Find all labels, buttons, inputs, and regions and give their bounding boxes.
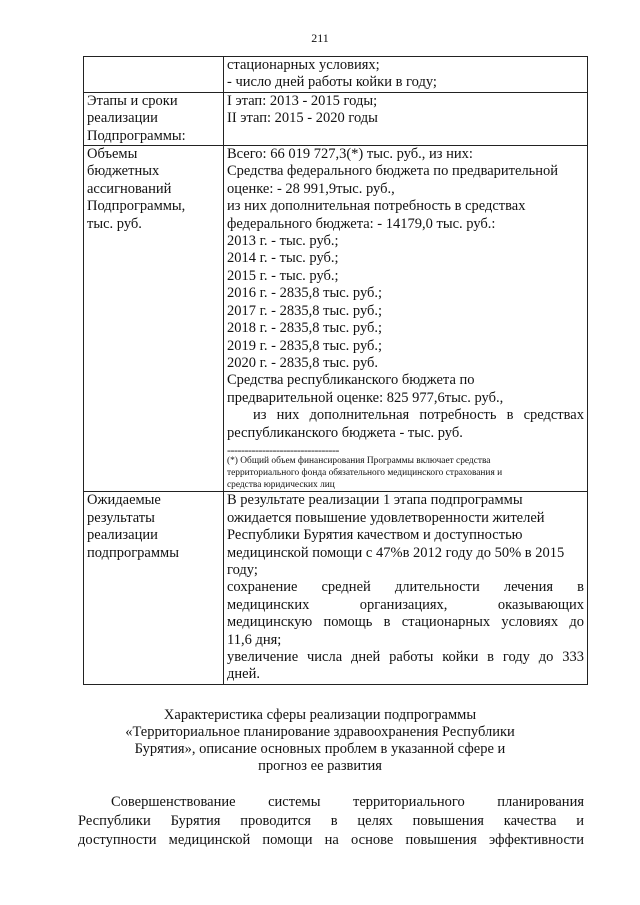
- content-line: 2016 г. - 2835,8 тыс. руб.;: [227, 285, 383, 302]
- table-row: [84, 492, 588, 684]
- content-line: ожидается повышение удовлетворенности жителей: [227, 509, 545, 526]
- heading-line: Характеристика сферы реализации подпрограммы: [163, 707, 477, 723]
- label-line: реализации: [87, 527, 158, 544]
- content-line: 2015 г. - тыс. руб.;: [227, 267, 339, 284]
- section-heading: [60, 707, 580, 775]
- heading-line: прогноз ее развития: [258, 758, 382, 774]
- footnote-separator: --------------------------------: [227, 442, 339, 457]
- content-line: сохранение средней длительности лечения в: [227, 579, 584, 596]
- content-line: 2019 г. - 2835,8 тыс. руб.;: [227, 337, 383, 354]
- label-line: Этапы и сроки: [87, 92, 178, 109]
- table-row: [84, 146, 588, 492]
- paragraph-line: Республики Бурятия проводится в целях повышения качества и: [78, 813, 584, 829]
- content-line: Республики Бурятия качеством и доступностью: [227, 527, 523, 544]
- row-content-cell: [224, 92, 588, 145]
- content-line: стационарных условиях;: [227, 57, 380, 73]
- footnote-line: территориального фонда обязательного медицинского страхования и: [227, 467, 503, 478]
- label-line: подпрограммы: [87, 544, 179, 561]
- content-line: из них дополнительная потребность в средствах: [227, 198, 526, 215]
- label-line: Объемы: [87, 146, 138, 163]
- content-line: 2014 г. - тыс. руб.;: [227, 250, 339, 267]
- label-line: реализации: [87, 110, 158, 127]
- content-line: из них дополнительная потребность в средствах: [253, 407, 584, 424]
- row-content-cell: [224, 57, 588, 93]
- row-label-cell: [84, 92, 224, 145]
- row-content-cell: [224, 146, 588, 492]
- label-line: результаты: [87, 509, 155, 526]
- label-line: Ожидаемые: [87, 492, 161, 509]
- content-line: федерального бюджета: - 14179,0 тыс. руб.:: [227, 215, 496, 232]
- content-line: 2017 г. - 2835,8 тыс. руб.;: [227, 302, 383, 319]
- heading-line: Бурятия», описание основных проблем в указанной сфере и: [134, 741, 506, 757]
- label-line: ассигнований: [87, 180, 172, 197]
- footnote-line: средства юридических лиц: [227, 479, 335, 490]
- subprogram-passport-table: [83, 56, 588, 685]
- content-line: дней.: [227, 666, 260, 683]
- paragraph-line: Совершенствование системы территориального планирования: [111, 794, 584, 810]
- row-content-cell: [224, 492, 588, 684]
- content-line: республиканского бюджета - тыс. руб.: [227, 424, 463, 441]
- content-line: медицинской помощи с 47%в 2012 году до 50% в 2015: [227, 544, 565, 561]
- content-line: Всего: 66 019 727,3(*) тыс. руб., из них:: [227, 146, 473, 163]
- content-line: II этап: 2015 - 2020 годы: [227, 110, 378, 127]
- content-line: медицинских организациях, оказывающих: [227, 596, 584, 613]
- label-line: Подпрограммы,: [87, 198, 186, 215]
- table-row: [84, 57, 588, 93]
- content-line: предварительной оценке: 825 977,6тыс. руб.,: [227, 389, 504, 406]
- content-line: оценке: - 28 991,9тыс. руб.,: [227, 180, 395, 197]
- table-row: [84, 92, 588, 145]
- content-line: Средства республиканского бюджета по: [227, 372, 475, 389]
- row-label-cell: [84, 146, 224, 492]
- content-line: году;: [227, 561, 258, 578]
- content-line: 2013 г. - тыс. руб.;: [227, 233, 339, 250]
- content-line: 11,6 дня;: [227, 631, 282, 648]
- paragraph-line: доступности медицинской помощи на основе повышения эффективности: [78, 832, 584, 848]
- label-line: Подпрограммы:: [87, 127, 186, 144]
- content-line: увеличение числа дней работы койки в году до 333: [227, 648, 584, 665]
- label-line: бюджетных: [87, 163, 160, 180]
- content-line: 2020 г. - 2835,8 тыс. руб.: [227, 354, 379, 371]
- content-line: Средства федерального бюджета по предварительной: [227, 163, 559, 180]
- content-line: медицинскую помощь в стационарных условиях до: [227, 614, 584, 631]
- content-line: В результате реализации 1 этапа подпрограммы: [227, 492, 523, 509]
- body-paragraph: [78, 793, 584, 850]
- row-label-cell: [84, 492, 224, 684]
- heading-line: «Территориальное планирование здравоохранения Республики: [125, 724, 515, 740]
- content-line: - число дней работы койки в году;: [227, 74, 437, 91]
- footnote-line: (*) Общий объем финансирования Программы включает средства: [227, 455, 491, 466]
- label-line: тыс. руб.: [87, 215, 142, 232]
- content-line: I этап: 2013 - 2015 годы;: [227, 92, 378, 109]
- row-label-cell: [84, 57, 224, 93]
- content-line: 2018 г. - 2835,8 тыс. руб.;: [227, 320, 383, 337]
- page-number: 211: [311, 31, 329, 45]
